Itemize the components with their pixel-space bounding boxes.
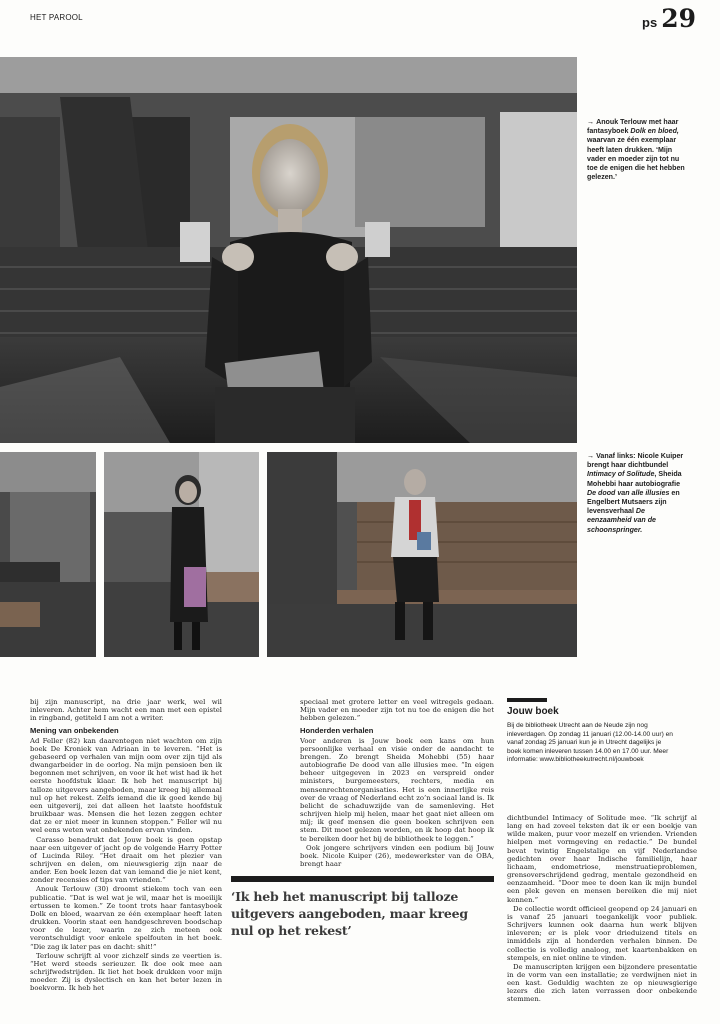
caption-text-2: waarvan ze één exemplaar heeft laten drukken. ‘Mijn vader en moeder zijn tot nu toe de enigen die het hebben gelezen.’: [587, 136, 685, 182]
paragraph: dichtbundel Intimacy of Solitude mee. “Ik schrijf al lang en had zoveel teksten dat ik er een boekje van wilde maken, puur voor mezelf en vrienden. Vrienden hielpen met vormgeving en redactie.” De bundel bevat twintig Engelstalige en vijf Nederlandse gedichten over haar Indische familielijn, haar lichaam, endometriose, menstruatieproblemen, grensoverschrijdend gedrag, mentale gezondheid en eenzaamheid. “Door mee te doen kan ik mijn bundel een plek geven en mensen bereiken die mij niet kennen.”: [507, 814, 697, 904]
infobox-rule: [507, 698, 547, 702]
main-photo-image: [0, 57, 577, 443]
pullquote-rule: [231, 876, 494, 882]
paragraph: speciaal met grotere letter en veel witregels gedaan. Mijn vader en moeder zijn tot nu toe de enigen die het hebben gelezen.”: [300, 698, 494, 723]
page-number: 29: [661, 4, 696, 33]
caption-title-1: Intimacy of Solitude: [587, 470, 655, 479]
photo-engelbert-mutsaers-image: [267, 452, 577, 657]
photo-engelbert-mutsaers: [267, 452, 577, 657]
caption-book-title: Dolk en bloed,: [630, 127, 679, 136]
article-column-3: [507, 814, 697, 1014]
photo-lobby-benches-image: [0, 452, 96, 657]
caption-mid-2: en Engelbert Mutsaers zijn levensverhaal: [587, 488, 680, 516]
caption-intro: Vanaf links: Nicole Kuiper brengt haar dichtbundel: [587, 452, 684, 470]
paragraph: bij zijn manuscript, na drie jaar werk, wel wil inleveren. Achter hem wacht een man met een epistel in ringband, getiteld I am not a writer.: [30, 698, 222, 723]
article-column-2: [300, 698, 494, 868]
photo-sheida-mohebbi: [104, 452, 259, 657]
secondary-photos-caption: [587, 452, 685, 535]
infobox-title: Jouw boek: [507, 706, 559, 717]
main-photo-anouk-terlouw: [0, 57, 577, 443]
paragraph: Voor anderen is Jouw boek een kans om hun persoonlijke verhaal en visie onder de aandacht te brengen. Zo brengt Sheida Mohebbi (55) haar autobiografie De dood van alle illusies mee. “In eigen beheer uitgegeven in 2023 en verspreid onder ministers, burgemeesters, rechters, media en mensenrechtenorganisaties. Het is een innerlijke reis over de vraag of Nederland echt zo’n sociaal land is. Ik belicht de schaduwzijde van de samenleving. Het schrijven hielp mij helen, maar het gaat niet alleen om mij; ik geef mensen die geen boeken schrijven een stem. Dit moet gelezen worden, en ik hoop dat hoop ik te bereiken door het bij de bibliotheek te leggen.”: [300, 736, 494, 843]
caption-title-2: De dood van alle illusies: [587, 488, 670, 497]
caption-name: Anouk Terlouw: [596, 118, 647, 126]
paragraph: Terlouw schrijft al voor zichzelf sinds ze veertien is. “Het werd steeds serieuzer. Ik doe ook mee aan schrijfwedstrijden. Ik liet het boek drukken voor mijn moeder. Zij is dyslectisch en kan het beter lezen in boekvorm. Ik heb het: [30, 951, 222, 993]
paragraph: De collectie wordt officieel geopend op 24 januari en is vanaf 25 januari toegankelijk voor publiek. Schrijvers kunnen ook daarna hun werk blijven inleveren; er is plek voor drieduizend titels en inmiddels zijn al honderden verhalen binnen. De collectie is volledig analoog, met kaartenbakken en stempels, en niet online te vinden.: [507, 904, 697, 962]
article-column-1: [30, 698, 222, 1010]
paragraph: Anouk Terlouw (30) droomt stiekem toch van een publicatie. “Dat is wel wat je wil, maar het is moeilijk ertussen te komen.” Ze toont trots haar fantasyboek Dolk en bloed, waarvan ze één exemplaar heeft laten drukken. Voorin staat een handgeschreven boodschap voor de lezer, waarin ze zich meteen ook verontschuldigt voor enkele spelfouten in het boek. “Die zag ik later pas en dacht: shit!”: [30, 885, 222, 951]
photo-lobby-benches: [0, 452, 96, 657]
main-photo-caption: [587, 118, 685, 182]
caption-arrow: →: [587, 118, 595, 126]
paragraph: Ad Feller (82) kan daarentegen niet wachten om zijn boek De Kroniek van Adriaan in te leveren. “Het is gebaseerd op verhalen van mijn oom over zijn tijd als dwangarbeider in de oorlog. Na mijn pensioen ben ik begonnen met schrijven, en voor ik het wist had ik het eerste hoofdstuk klaar. Ik heb het manuscript bij talloze uitgevers aangeboden, maar kreeg bij allemaal nul op het rekest. Zelfs iemand die ik goed kende bij een uitgeverij, zei dat alleen het laatste hoofdstuk bruikbaar was. Mensen die het lezen zeggen echter dat ze er niet meer in kunnen stoppen.” Feller wil nu wel eens weten wat onbekenden ervan vinden.: [30, 736, 222, 835]
paragraph: Carasso benadrukt dat Jouw boek is geen opstap naar een uitgever of jacht op de volgende Harry Potter of Lucinda Riley. “Het draait om het plezier van schrijven en delen, om nieuwsgierig zijn naar de ander. Een boek lezen dat van iemand die je niet kent, zonder recensies of tips van vrienden.”: [30, 835, 222, 885]
caption-title-3: De eenzaamheid van de schoonspringer.: [587, 507, 656, 534]
subheading: Honderden verhalen: [300, 726, 374, 736]
paragraph: De manuscripten krijgen een bijzondere presentatie in de vorm van een installatie; ze verdwijnen niet in een kast. Geduldig wachten ze op nieuwsgierige lezers die zich laten verrassen door onbekende stemmen.: [507, 962, 697, 1004]
infobox-text: Bij de bibliotheek Utrecht aan de Neude zijn nog inleverdagen. Op zondag 11 januari (12.00-14.00 uur) en vanaf zondag 25 januari kun je in Utrecht dagelijks je boek komen inleveren tussen 14.00 en 17.00 uur. Meer informatie: www.bibliotheekutrecht.nl/jouwboek: [507, 722, 673, 764]
photo-sheida-mohebbi-image: [104, 452, 259, 657]
ps-label: ps: [642, 15, 658, 30]
subheading: Mening van onbekenden: [30, 726, 119, 736]
caption-text-1: met haar fantasyboek: [587, 118, 679, 136]
page-number-block: [642, 6, 696, 31]
caption-arrow-2: →: [587, 452, 595, 460]
newspaper-name: HET PAROOL: [30, 13, 83, 22]
paragraph: Ook jongere schrijvers vinden een podium bij Jouw boek. Nicole Kuiper (26), medewerkster van de OBA, brengt haar: [300, 843, 494, 868]
caption-mid-1: , Sheida Mohebbi haar autobiografie: [587, 470, 682, 488]
pullquote: ‘Ik heb het manuscript bij talloze uitgevers aangeboden, maar kreeg nul op het rekest’: [231, 889, 468, 938]
